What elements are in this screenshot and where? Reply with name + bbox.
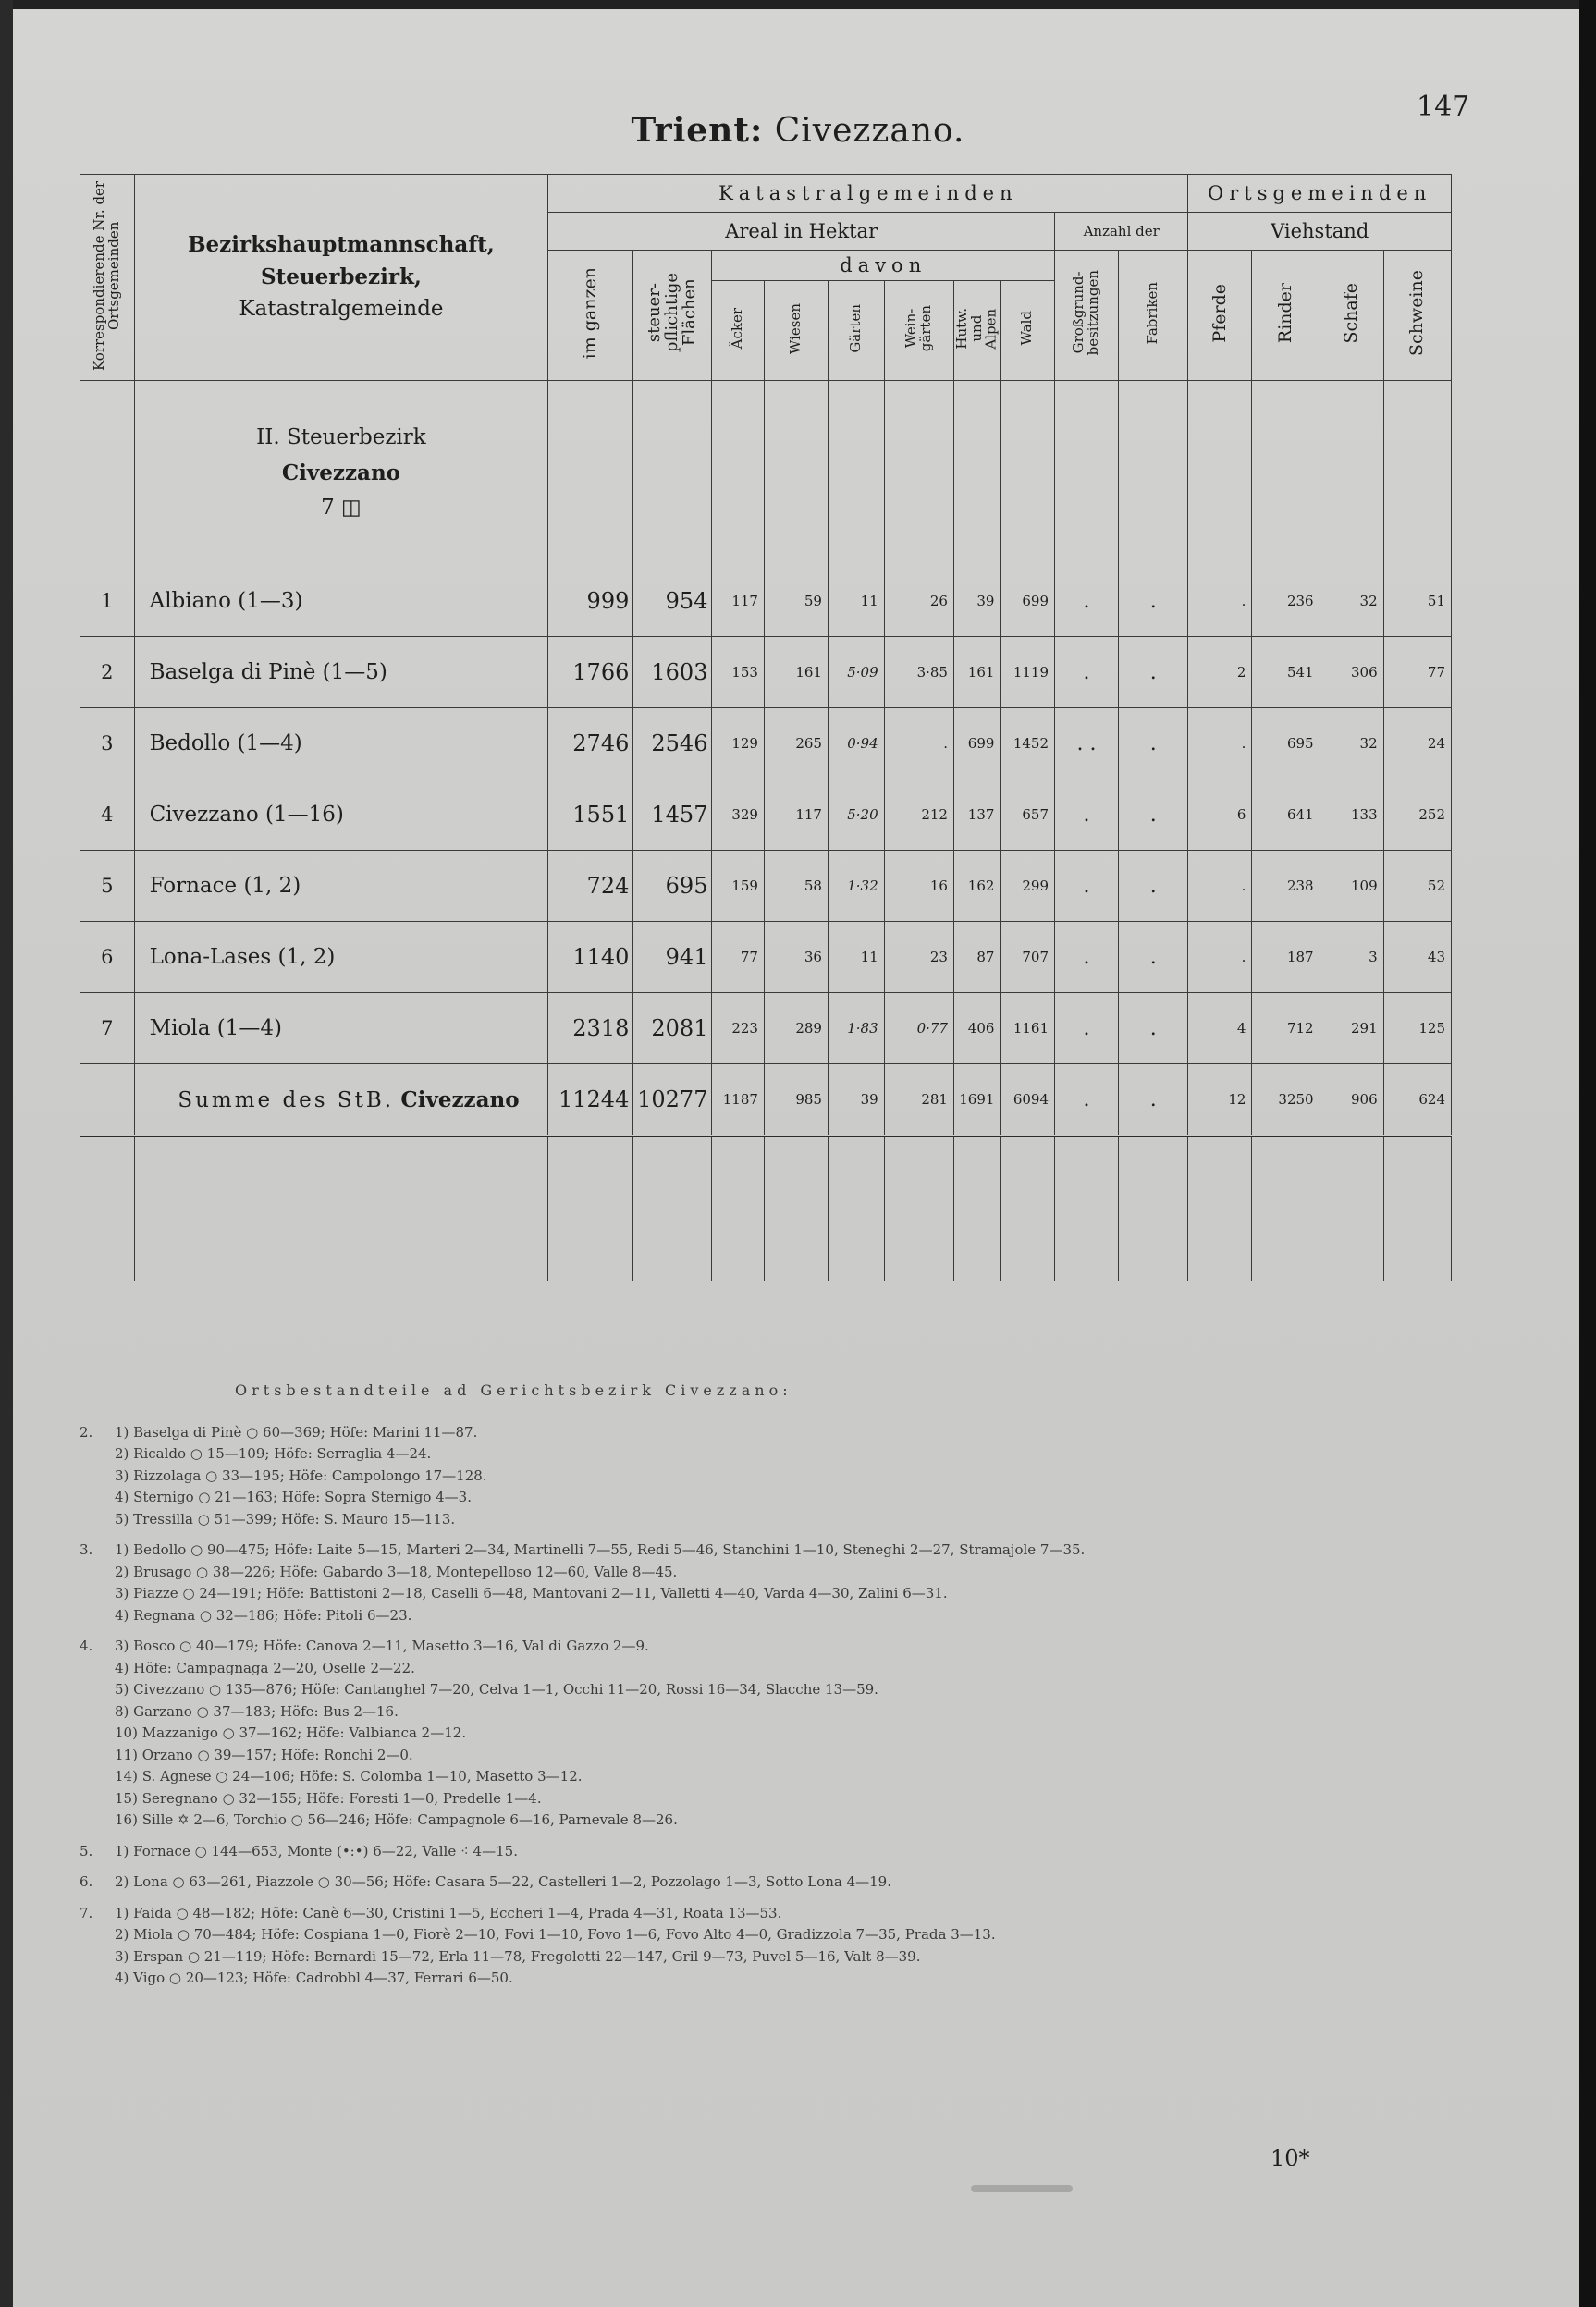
notes-group-number: 7. (80, 1904, 93, 1921)
header-wiesen: Wiesen (764, 281, 828, 381)
notes-entry: 5) Civezzano ○ 135—876; Höfe: Cantanghel 7—20, Celva 1—1, Occhi 11—20, Rossi 16—34, Slacche 13—59. (115, 1681, 878, 1698)
notes-group-number: 4. (80, 1638, 93, 1654)
cell-wiesen: 289 (764, 993, 828, 1064)
header-steuerpflichtig: steuer- pflichtige Flächen (633, 251, 712, 381)
notes-entry: 2) Ricaldo ○ 15—109; Höfe: Serraglia 4—24. (115, 1445, 432, 1462)
filler-cell (712, 1136, 764, 1282)
cell-grossgrund: . (1055, 566, 1119, 637)
cell-fabriken: . (1119, 779, 1188, 851)
row-name: Miola (1—4) (134, 993, 548, 1064)
cell-aecker: 223 (712, 993, 764, 1064)
notes-entry: 1) Baselga di Pinè ○ 60—369; Höfe: Marini 11—87. (115, 1423, 478, 1441)
cell-weingaerten: 26 (884, 566, 953, 637)
cell-fabriken: . (1119, 637, 1188, 708)
header-schafe: Schafe (1320, 251, 1383, 381)
header-pferde: Pferde (1188, 251, 1252, 381)
cell-gaerten: 5·09 (828, 637, 884, 708)
summe-cell-grossgrund: . (1055, 1064, 1119, 1136)
notes-group (80, 1636, 1448, 1832)
summe-cell-rinder: 3250 (1252, 1064, 1320, 1136)
cell-schweine: 51 (1383, 566, 1451, 637)
cell-im-ganzen: 2746 (548, 708, 633, 779)
header-district-line2: Steuerbezirk, (260, 264, 422, 289)
header-fabriken: Fabriken (1119, 251, 1188, 381)
row-number: 6 (80, 922, 135, 993)
notes-heading: Ortsbestandteile ad Gerichtsbezirk Civezzano: (235, 1381, 792, 1399)
notes-group-number: 2. (80, 1423, 93, 1441)
cell-hutweiden: 406 (953, 993, 1000, 1064)
notes-entry: 16) Sille ✡ 2—6, Torchio ○ 56—246; Höfe: Campagnole 6—16, Parnevale 8—26. (115, 1811, 678, 1828)
notes-entry: 11) Orzano ○ 39—157; Höfe: Ronchi 2—0. (115, 1746, 413, 1763)
cell-hutweiden: 137 (953, 779, 1000, 851)
header-katastralgemeinden: Katastralgemeinden (548, 175, 1188, 213)
summe-label-pre: Summe des StB. (178, 1087, 395, 1112)
row-name: Bedollo (1—4) (134, 708, 548, 779)
summe-cell-steuerpflichtig: 10277 (633, 1064, 712, 1136)
row-name: Lona-Lases (1, 2) (134, 922, 548, 993)
notes-group-number: 5. (80, 1842, 93, 1859)
cell-pferde: 6 (1188, 779, 1252, 851)
cell-fabriken: . (1119, 851, 1188, 922)
cell-grossgrund: . (1055, 779, 1119, 851)
header-anzahl: Anzahl der (1055, 213, 1188, 251)
filler-cell (1320, 1136, 1383, 1282)
cell-wiesen: 59 (764, 566, 828, 637)
cell-grossgrund: . (1055, 637, 1119, 708)
cell-weingaerten: . (884, 708, 953, 779)
filler-cell (1119, 1136, 1188, 1282)
summe-label-name: Civezzano (400, 1086, 520, 1112)
summe-cell-schafe: 906 (1320, 1064, 1383, 1136)
header-areal: Areal in Hektar (548, 213, 1055, 251)
summe-blank (80, 1064, 135, 1136)
cell-schafe: 133 (1320, 779, 1383, 851)
cell-rinder: 238 (1252, 851, 1320, 922)
cell-wald: 1119 (1001, 637, 1055, 708)
summe-row (80, 1064, 1452, 1136)
filler-cell (884, 1136, 953, 1282)
notes-group (80, 1540, 1448, 1626)
header-hutweiden: Hutw. und Alpen (953, 281, 1000, 381)
notes-entry: 2) Brusago ○ 38—226; Höfe: Gabardo 3—18, Montepelloso 12—60, Valle 8—45. (115, 1563, 678, 1580)
summe-cell-pferde: 12 (1188, 1064, 1252, 1136)
notes-entry: 5) Tressilla ○ 51—399; Höfe: S. Mauro 15—113. (115, 1510, 456, 1528)
notes-entry: 3) Rizzolaga ○ 33—195; Höfe: Campolongo 17—128. (115, 1466, 487, 1484)
cell-im-ganzen: 999 (548, 566, 633, 637)
header-rinder: Rinder (1252, 251, 1320, 381)
notes-entry: 4) Regnana ○ 32—186; Höfe: Pitoli 6—23. (115, 1606, 412, 1624)
cell-hutweiden: 161 (953, 637, 1000, 708)
table-row (80, 779, 1452, 851)
summe-cell-gaerten: 39 (828, 1064, 884, 1136)
title-region: Trient: (631, 111, 764, 150)
page-number: 147 (1417, 91, 1470, 123)
cell-schweine: 77 (1383, 637, 1451, 708)
cell-hutweiden: 39 (953, 566, 1000, 637)
row-name: Albiano (1—3) (134, 566, 548, 637)
table-row (80, 637, 1452, 708)
notes-entry: 1) Faida ○ 48—182; Höfe: Canè 6—30, Cristini 1—5, Eccheri 1—4, Prada 4—31, Roata 13—53. (115, 1904, 782, 1921)
district-line3: 7 ◫ (321, 496, 362, 521)
page-title (0, 111, 1596, 150)
filler-cell (1252, 1136, 1320, 1282)
scan-edge-left (0, 0, 13, 2307)
cell-gaerten: 1·83 (828, 993, 884, 1064)
header-district-line1: Bezirkshauptmannschaft, (188, 232, 495, 258)
header-aecker: Äcker (712, 281, 764, 381)
table-row (80, 566, 1452, 637)
cell-schafe: 109 (1320, 851, 1383, 922)
filler-row (80, 1136, 1452, 1282)
cell-schweine: 24 (1383, 708, 1451, 779)
statistics-table (80, 174, 1452, 1281)
summe-label (134, 1064, 548, 1136)
cell-grossgrund: . (1055, 851, 1119, 922)
cell-weingaerten: 0·77 (884, 993, 953, 1064)
cell-schweine: 252 (1383, 779, 1451, 851)
cell-grossgrund: . (1055, 993, 1119, 1064)
cell-wiesen: 161 (764, 637, 828, 708)
header-ortsgemeinden: Ortsgemeinden (1188, 175, 1452, 213)
cell-pferde: 4 (1188, 993, 1252, 1064)
notes-group (80, 1841, 1448, 1863)
summe-cell-hutweiden: 1691 (953, 1064, 1000, 1136)
cell-steuerpflichtig: 954 (633, 566, 712, 637)
row-number: 5 (80, 851, 135, 922)
notes-entry: 3) Bosco ○ 40—179; Höfe: Canova 2—11, Masetto 3—16, Val di Gazzo 2—9. (115, 1638, 649, 1654)
cell-wiesen: 265 (764, 708, 828, 779)
cell-pferde: 2 (1188, 637, 1252, 708)
notes-entry: 8) Garzano ○ 37—183; Höfe: Bus 2—16. (115, 1702, 399, 1720)
cell-rinder: 712 (1252, 993, 1320, 1064)
table-row (80, 993, 1452, 1064)
table-row (80, 851, 1452, 922)
cell-schweine: 43 (1383, 922, 1451, 993)
cell-wald: 657 (1001, 779, 1055, 851)
notes-entry: 1) Fornace ○ 144—653, Monte (•:•) 6—22, Valle ⁖ 4—15. (115, 1842, 518, 1859)
cell-pferde: . (1188, 566, 1252, 637)
row-number: 1 (80, 566, 135, 637)
cell-steuerpflichtig: 1457 (633, 779, 712, 851)
cell-gaerten: 1·32 (828, 851, 884, 922)
header-wald: Wald (1001, 281, 1055, 381)
cell-gaerten: 11 (828, 566, 884, 637)
row-name: Fornace (1, 2) (134, 851, 548, 922)
cell-aecker: 129 (712, 708, 764, 779)
cell-wiesen: 117 (764, 779, 828, 851)
signature-mark: 10* (1271, 2145, 1310, 2171)
cell-gaerten: 11 (828, 922, 884, 993)
cell-aecker: 159 (712, 851, 764, 922)
cell-steuerpflichtig: 941 (633, 922, 712, 993)
table-row (80, 708, 1452, 779)
notes-group-number: 3. (80, 1541, 93, 1558)
cell-wiesen: 58 (764, 851, 828, 922)
cell-hutweiden: 162 (953, 851, 1000, 922)
cell-steuerpflichtig: 1603 (633, 637, 712, 708)
notes-entry: 2) Miola ○ 70—484; Höfe: Cospiana 1—0, Fiorè 2—10, Fovi 1—10, Fovo 1—6, Fovo Alto 4—0, Gradizzola 7—35, Prada 3—13. (115, 1926, 996, 1943)
cell-wald: 1161 (1001, 993, 1055, 1064)
summe-cell-weingaerten: 281 (884, 1064, 953, 1136)
header-im-ganzen: im ganzen (548, 251, 633, 381)
filler-cell (80, 1136, 135, 1282)
cell-schafe: 3 (1320, 922, 1383, 993)
notes-group-number: 6. (80, 1873, 93, 1890)
cell-rinder: 541 (1252, 637, 1320, 708)
filler-cell (828, 1136, 884, 1282)
cell-schafe: 32 (1320, 708, 1383, 779)
notes-group (80, 1422, 1448, 1531)
cell-grossgrund: . (1055, 922, 1119, 993)
notes-group (80, 1903, 1448, 1990)
header-schweine: Schweine (1383, 251, 1451, 381)
cell-pferde: . (1188, 708, 1252, 779)
summe-cell-im-ganzen: 11244 (548, 1064, 633, 1136)
cell-schweine: 125 (1383, 993, 1451, 1064)
summe-cell-wiesen: 985 (764, 1064, 828, 1136)
header-district-line3: Katastralgemeinde (239, 297, 444, 322)
cell-rinder: 695 (1252, 708, 1320, 779)
cell-weingaerten: 3·85 (884, 637, 953, 708)
notes-group (80, 1871, 1448, 1894)
table-row (80, 922, 1452, 993)
cell-hutweiden: 699 (953, 708, 1000, 779)
cell-gaerten: 0·94 (828, 708, 884, 779)
cell-wiesen: 36 (764, 922, 828, 993)
cell-im-ganzen: 724 (548, 851, 633, 922)
cell-wald: 299 (1001, 851, 1055, 922)
filler-cell (953, 1136, 1000, 1282)
notes-entry: 4) Sternigo ○ 21—163; Höfe: Sopra Sternigo 4—3. (115, 1489, 472, 1505)
cell-aecker: 77 (712, 922, 764, 993)
summe-cell-fabriken: . (1119, 1064, 1188, 1136)
cell-im-ganzen: 1766 (548, 637, 633, 708)
row-name: Baselga di Pinè (1—5) (134, 637, 548, 708)
notes-entry: 4) Vigo ○ 20—123; Höfe: Cadrobbl 4—37, Ferrari 6—50. (115, 1970, 513, 1986)
cell-wald: 707 (1001, 922, 1055, 993)
cell-grossgrund: . . (1055, 708, 1119, 779)
notes-entry: 14) S. Agnese ○ 24—106; Höfe: S. Colomba 1—10, Masetto 3—12. (115, 1768, 583, 1785)
cell-pferde: . (1188, 922, 1252, 993)
cell-steuerpflichtig: 2081 (633, 993, 712, 1064)
scan-edge-top (0, 0, 1596, 9)
notes-section (80, 1380, 1448, 1999)
cell-schafe: 306 (1320, 637, 1383, 708)
header-gaerten: Gärten (828, 281, 884, 381)
cell-aecker: 329 (712, 779, 764, 851)
cell-wald: 1452 (1001, 708, 1055, 779)
cell-rinder: 641 (1252, 779, 1320, 851)
cell-aecker: 153 (712, 637, 764, 708)
cell-fabriken: . (1119, 566, 1188, 637)
cell-schweine: 52 (1383, 851, 1451, 922)
cell-im-ganzen: 1551 (548, 779, 633, 851)
district-heading (134, 381, 548, 567)
header-grossgrund: Großgrund- besitzungen (1055, 251, 1119, 381)
cell-rinder: 236 (1252, 566, 1320, 637)
notes-entry: 10) Mazzanigo ○ 37—162; Höfe: Valbianca 2—12. (115, 1724, 467, 1741)
filler-cell (548, 1136, 633, 1282)
cell-im-ganzen: 1140 (548, 922, 633, 993)
row-number: 2 (80, 637, 135, 708)
cell-rinder: 187 (1252, 922, 1320, 993)
row-number: 4 (80, 779, 135, 851)
cell-gaerten: 5·20 (828, 779, 884, 851)
cell-steuerpflichtig: 695 (633, 851, 712, 922)
notes-entry: 3) Erspan ○ 21—119; Höfe: Bernardi 15—72, Erla 11—78, Fregolotti 22—147, Gril 9—73, Puvel 5—16, Valt 8—39. (115, 1947, 921, 1965)
summe-cell-wald: 6094 (1001, 1064, 1055, 1136)
cell-wald: 699 (1001, 566, 1055, 637)
notes-entry: 3) Piazze ○ 24—191; Höfe: Battistoni 2—18, Caselli 6—48, Mantovani 2—11, Valletti 4—40, Varda 4—30, Zalini 6—31. (115, 1585, 948, 1601)
cell-hutweiden: 87 (953, 922, 1000, 993)
cell-schafe: 291 (1320, 993, 1383, 1064)
district-line1: II. Steuerbezirk (256, 424, 426, 449)
title-district: Civezzano. (774, 112, 965, 150)
filler-cell (1188, 1136, 1252, 1282)
scan-edge-right (1579, 0, 1596, 2307)
header-corr-nr: Korrespondierende Nr. der Ortsgemeinden (80, 175, 135, 381)
notes-entry: 2) Lona ○ 63—261, Piazzole ○ 30—56; Höfe: Casara 5—22, Castelleri 1—2, Pozzolago 1—3, Sotto Lona 4—19. (115, 1873, 891, 1890)
header-weingaerten: Wein- gärten (884, 281, 953, 381)
filler-cell (633, 1136, 712, 1282)
header-davon: davon (712, 251, 1055, 281)
scan-smudge (971, 2185, 1073, 2192)
row-number: 3 (80, 708, 135, 779)
cell-im-ganzen: 2318 (548, 993, 633, 1064)
cell-pferde: . (1188, 851, 1252, 922)
summe-cell-schweine: 624 (1383, 1064, 1451, 1136)
cell-weingaerten: 23 (884, 922, 953, 993)
cell-fabriken: . (1119, 993, 1188, 1064)
notes-entry: 15) Seregnano ○ 32—155; Höfe: Foresti 1—0, Predelle 1—4. (115, 1789, 542, 1807)
cell-fabriken: . (1119, 708, 1188, 779)
filler-cell (1383, 1136, 1451, 1282)
district-line2: Civezzano (281, 460, 401, 485)
cell-fabriken: . (1119, 922, 1188, 993)
notes-entry: 4) Höfe: Campagnaga 2—20, Oselle 2—22. (115, 1659, 415, 1676)
cell-weingaerten: 212 (884, 779, 953, 851)
filler-cell (134, 1136, 548, 1282)
cell-weingaerten: 16 (884, 851, 953, 922)
cell-steuerpflichtig: 2546 (633, 708, 712, 779)
filler-cell (1055, 1136, 1119, 1282)
notes-groups (80, 1422, 1448, 1990)
cell-aecker: 117 (712, 566, 764, 637)
header-viehstand: Viehstand (1188, 213, 1452, 251)
notes-entry: 1) Bedollo ○ 90—475; Höfe: Laite 5—15, Marteri 2—34, Martinelli 7—55, Redi 5—46, Stanchini 1—10, Steneghi 2—27, Stramajole 7—35. (115, 1541, 1086, 1558)
header-district (134, 175, 548, 381)
summe-cell-aecker: 1187 (712, 1064, 764, 1136)
filler-cell (1001, 1136, 1055, 1282)
filler-cell (764, 1136, 828, 1282)
row-number: 7 (80, 993, 135, 1064)
row-name: Civezzano (1—16) (134, 779, 548, 851)
district-heading-row (80, 381, 1452, 567)
cell-schafe: 32 (1320, 566, 1383, 637)
